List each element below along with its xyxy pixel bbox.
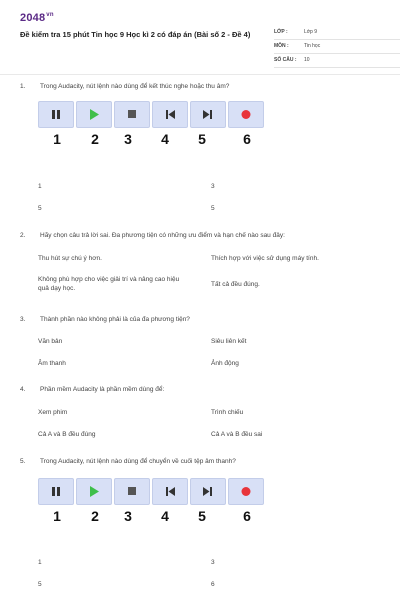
- toolbar-label: 1: [53, 131, 61, 147]
- toolbar-label: 2: [91, 131, 99, 147]
- answer-option[interactable]: 5: [38, 581, 42, 588]
- audacity-toolbar-image: [38, 101, 262, 147]
- skip-to-start-icon: [162, 484, 178, 499]
- question-number: 1.: [20, 83, 26, 90]
- meta-value: Tin học: [304, 43, 321, 49]
- toolbar-label: 4: [161, 508, 169, 524]
- meta-label: SỐ CÂU :: [274, 57, 297, 63]
- skip-to-end-button-image: [190, 478, 226, 505]
- skip-to-end-icon: [200, 484, 216, 499]
- pause-icon: [48, 107, 64, 122]
- answer-option[interactable]: Ảnh động: [211, 360, 239, 367]
- pause-button-image: [38, 101, 74, 128]
- question-text: Trong Audacity, nút lệnh nào dùng để chuyển về cuối tệp âm thanh?: [40, 458, 236, 465]
- toolbar-label: 5: [198, 131, 206, 147]
- meta-row-class: [274, 26, 400, 40]
- answer-option[interactable]: Thích hợp với việc sử dụng máy tính.: [211, 255, 319, 262]
- play-icon: [86, 107, 102, 122]
- record-button-image: [228, 478, 264, 505]
- stop-button-image: [114, 101, 150, 128]
- toolbar-label: 2: [91, 508, 99, 524]
- question-number: 5.: [20, 458, 26, 465]
- toolbar-label: 3: [124, 131, 132, 147]
- answer-option[interactable]: Thu hút sự chú ý hơn.: [38, 255, 102, 262]
- answer-option[interactable]: Cả A và B đều sai: [211, 431, 263, 438]
- toolbar-label: 5: [198, 508, 206, 524]
- stop-icon: [124, 484, 140, 499]
- question-text: Thành phần nào không phải là của đa phương tiện?: [40, 316, 190, 323]
- answer-option[interactable]: 3: [211, 559, 215, 566]
- record-icon: [238, 484, 254, 499]
- answer-option[interactable]: Siêu liên kết: [211, 338, 247, 345]
- site-logo[interactable]: [20, 12, 54, 24]
- question-number: 4.: [20, 386, 26, 393]
- answer-option[interactable]: Xem phim: [38, 409, 68, 416]
- answer-option[interactable]: 3: [211, 183, 215, 190]
- page-title: Đề kiểm tra 15 phút Tin học 9 Học kì 2 có đáp án (Bài số 2 - Đề 4): [20, 30, 251, 39]
- play-icon: [86, 484, 102, 499]
- quiz-meta: [274, 26, 400, 68]
- answer-option[interactable]: Không phù hợp cho việc giải trí và nâng cao hiệu quả dạy học.: [38, 276, 180, 292]
- question-text: Phần mềm Audacity là phần mềm dùng để:: [40, 386, 165, 393]
- answer-option[interactable]: Trình chiếu: [211, 409, 244, 416]
- pause-button-image: [38, 478, 74, 505]
- logo-text: 2048: [20, 12, 46, 24]
- toolbar-label: 3: [124, 508, 132, 524]
- play-button-image: [76, 101, 112, 128]
- record-icon: [238, 107, 254, 122]
- skip-to-start-icon: [162, 107, 178, 122]
- answer-option[interactable]: Cả A và B đều đúng: [38, 431, 96, 438]
- stop-icon: [124, 107, 140, 122]
- answer-option[interactable]: 1: [38, 559, 42, 566]
- header-divider: [0, 74, 400, 75]
- question-text: Trong Audacity, nút lệnh nào dùng để kết thúc nghe hoặc thu âm?: [40, 83, 230, 90]
- answer-option[interactable]: 5: [211, 205, 215, 212]
- audacity-toolbar-image: [38, 478, 262, 524]
- meta-label: MÔN :: [274, 43, 289, 49]
- answer-option[interactable]: Văn bản: [38, 338, 63, 345]
- meta-row-subject: [274, 40, 400, 54]
- meta-row-count: [274, 54, 400, 68]
- answer-option[interactable]: 1: [38, 183, 42, 190]
- question-number: 3.: [20, 316, 26, 323]
- toolbar-label: 6: [243, 508, 251, 524]
- skip-to-end-button-image: [190, 101, 226, 128]
- toolbar-label: 6: [243, 131, 251, 147]
- skip-to-start-button-image: [152, 101, 188, 128]
- toolbar-label: 1: [53, 508, 61, 524]
- record-button-image: [228, 101, 264, 128]
- meta-value: Lớp 9: [304, 29, 318, 35]
- pause-icon: [48, 484, 64, 499]
- meta-label: LỚP :: [274, 29, 288, 35]
- answer-option[interactable]: 5: [38, 205, 42, 212]
- question-text: Hãy chọn câu trả lời sai. Đa phương tiện có những ưu điểm và hạn chế nào sau đây:: [40, 232, 285, 239]
- meta-value: 10: [304, 57, 310, 63]
- skip-to-start-button-image: [152, 478, 188, 505]
- stop-button-image: [114, 478, 150, 505]
- question-number: 2.: [20, 232, 26, 239]
- answer-option[interactable]: 6: [211, 581, 215, 588]
- toolbar-label: 4: [161, 131, 169, 147]
- play-button-image: [76, 478, 112, 505]
- skip-to-end-icon: [200, 107, 216, 122]
- answer-option[interactable]: Tất cả đều đúng.: [211, 281, 260, 288]
- answer-option[interactable]: Âm thanh: [38, 360, 66, 367]
- logo-suffix: vn: [46, 12, 54, 19]
- page-header: [20, 12, 380, 66]
